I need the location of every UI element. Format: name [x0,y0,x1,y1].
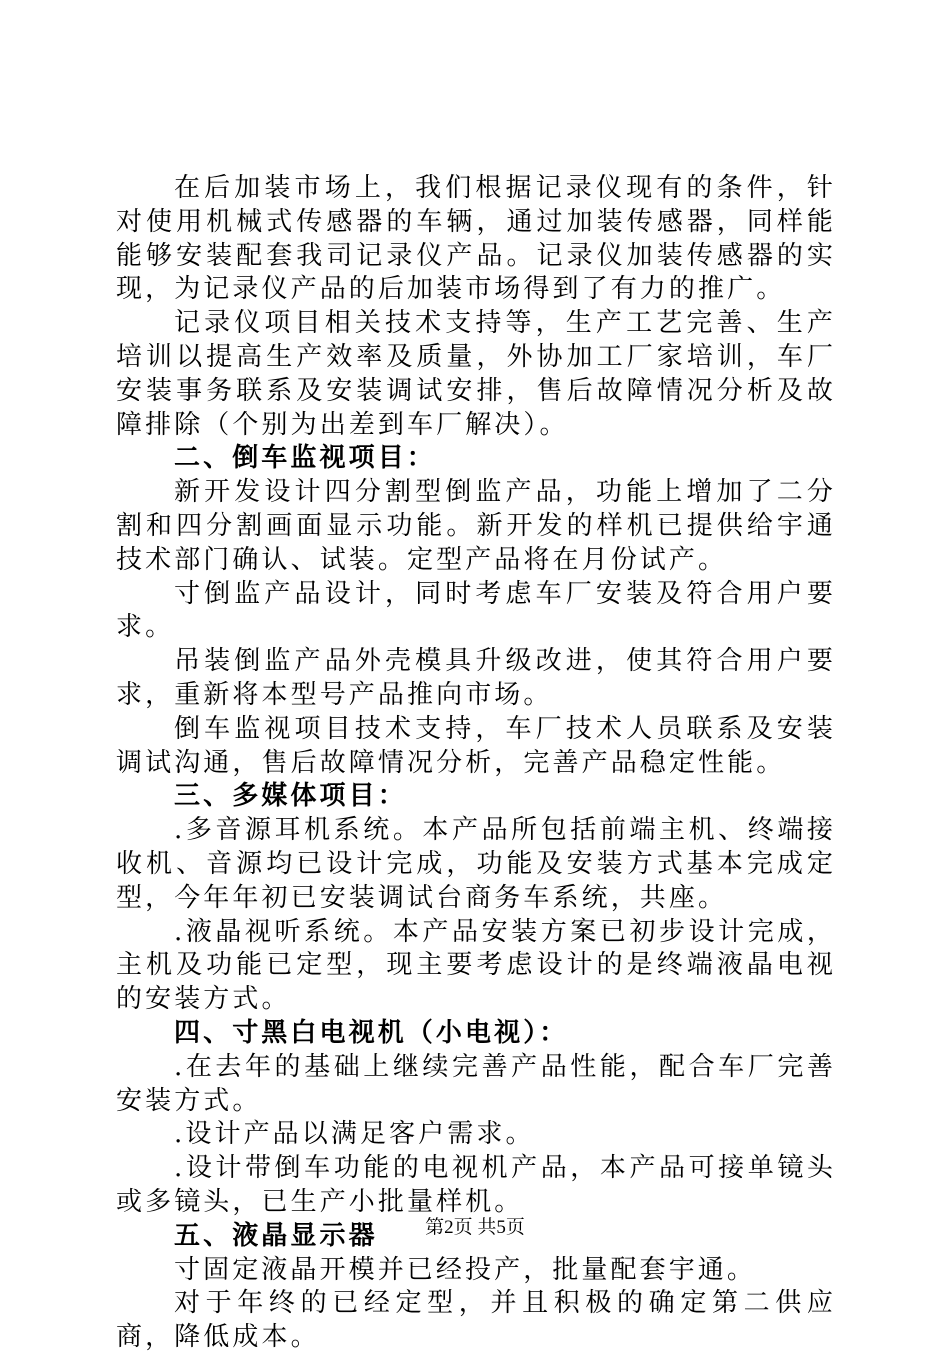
section-heading: 五、液晶显示器 [174,1220,378,1251]
paragraph: 在后加装市场上，我们根据记录仪现有的条件，针对使用机械式传感器的车辆，通过加装传感器，同样能能够安装配套我司记录仪产品。记录仪加装传感器的实现，为记录仪产品的后加装市场得到了有力的推广。 [116,173,836,305]
section-heading: 三、多媒体项目： [174,781,407,812]
section-heading: 四、寸黑白电视机（小电视）： [174,1017,569,1048]
paragraph: .设计带倒车功能的电视机产品，本产品可接单镜头或多镜头，已生产小批量样机。 [116,1153,836,1217]
section-heading: 二、倒车监视项目： [174,443,436,474]
paragraph: 吊装倒监产品外壳模具升级改进，使其符合用户要求，重新将本型号产品推向市场。 [116,646,836,710]
paragraph: 记录仪项目相关技术支持等，生产工艺完善、生产培训以提高生产效率及质量，外协加工厂家培训，车厂安装事务联系及安装调试安排，售后故障情况分析及故障排除（个别为出差到车厂解决）。 [116,308,836,440]
paragraph: .多音源耳机系统。本产品所包括前端主机、终端接收机、音源均已设计完成，功能及安装方式基本完成定型，今年年初已安装调试台商务车系统，共座。 [116,815,836,913]
paragraph: 新开发设计四分割型倒监产品，功能上增加了二分割和四分割画面显示功能。新开发的样机已提供给宇通技术部门确认、试装。定型产品将在月份试产。 [116,477,836,575]
paragraph: 倒车监视项目技术支持，车厂技术人员联系及安装调试沟通，售后故障情况分析，完善产品稳定性能。 [116,713,836,778]
paragraph: .设计产品以满足客户需求。 [174,1119,535,1150]
paragraph: 寸倒监产品设计，同时考虑车厂安装及符合用户要求。 [116,578,836,643]
page-number-footer: 第2页 共5页 [425,1217,525,1238]
document-body [116,172,836,1355]
paragraph: 对于年终的已经定型，并且积极的确定第二供应商，降低成本。 [116,1288,836,1353]
paragraph: .液晶视听系统。本产品安装方案已初步设计完成，主机及功能已定型，现主要考虑设计的是终端液晶电视的安装方式。 [116,916,836,1015]
paragraph: .在去年的基础上继续完善产品性能，配合车厂完善安装方式。 [116,1051,836,1116]
paragraph: 寸固定液晶开模并已经投产，批量配套宇通。 [174,1254,757,1285]
